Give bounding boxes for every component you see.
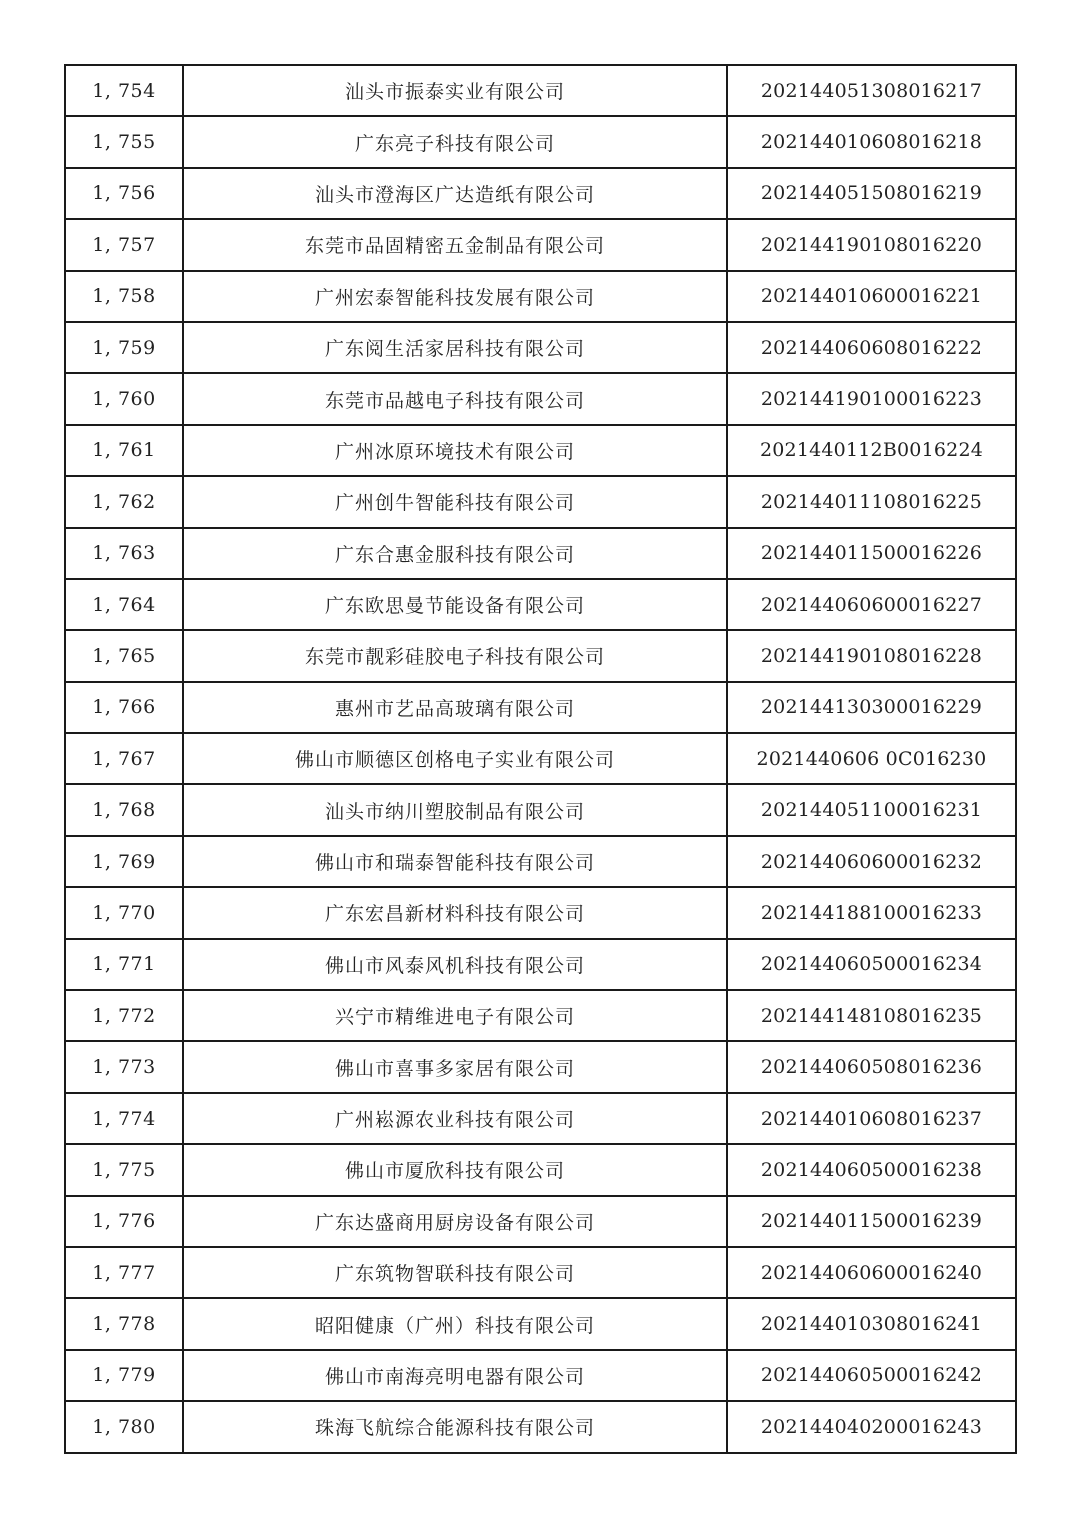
row-number: 1, 763: [65, 528, 183, 579]
row-number: 1, 780: [65, 1401, 183, 1452]
table-row: [65, 373, 1016, 424]
company-list-table: [64, 64, 1017, 1454]
company-name: 广州创牛智能科技有限公司: [183, 476, 727, 527]
company-name: 佛山市顺德区创格电子实业有限公司: [183, 733, 727, 784]
table-row: [65, 168, 1016, 219]
company-name: 东莞市靓彩硅胶电子科技有限公司: [183, 630, 727, 681]
registration-code: 202144051508016219: [727, 168, 1016, 219]
registration-code: 202144011108016225: [727, 476, 1016, 527]
table-row: [65, 1196, 1016, 1247]
table-row: [65, 425, 1016, 476]
company-name: 广东达盛商用厨房设备有限公司: [183, 1196, 727, 1247]
company-name: 佛山市厦欣科技有限公司: [183, 1144, 727, 1195]
row-number: 1, 754: [65, 65, 183, 116]
company-name: 广东宏昌新材料科技有限公司: [183, 887, 727, 938]
row-number: 1, 777: [65, 1247, 183, 1298]
table-row: [65, 65, 1016, 116]
row-number: 1, 761: [65, 425, 183, 476]
company-name: 珠海飞航综合能源科技有限公司: [183, 1401, 727, 1452]
table-row: [65, 116, 1016, 167]
table-row: [65, 784, 1016, 835]
row-number: 1, 774: [65, 1093, 183, 1144]
row-number: 1, 767: [65, 733, 183, 784]
row-number: 1, 771: [65, 939, 183, 990]
row-number: 1, 770: [65, 887, 183, 938]
company-name: 汕头市澄海区广达造纸有限公司: [183, 168, 727, 219]
row-number: 1, 759: [65, 322, 183, 373]
row-number: 1, 769: [65, 836, 183, 887]
company-name: 广东筑物智联科技有限公司: [183, 1247, 727, 1298]
row-number: 1, 755: [65, 116, 183, 167]
table-row: [65, 1093, 1016, 1144]
registration-code: 202144010608016218: [727, 116, 1016, 167]
row-number: 1, 762: [65, 476, 183, 527]
table-row: [65, 1298, 1016, 1349]
company-name: 昭阳健康（广州）科技有限公司: [183, 1298, 727, 1349]
registration-code: 202144060600016232: [727, 836, 1016, 887]
row-number: 1, 757: [65, 219, 183, 270]
table-row: [65, 1401, 1016, 1452]
table-row: [65, 1350, 1016, 1401]
table-row: [65, 528, 1016, 579]
table-row: [65, 579, 1016, 630]
company-name: 汕头市振泰实业有限公司: [183, 65, 727, 116]
registration-code: 202144051100016231: [727, 784, 1016, 835]
table-row: [65, 1144, 1016, 1195]
registration-code: 202144060600016240: [727, 1247, 1016, 1298]
row-number: 1, 779: [65, 1350, 183, 1401]
registration-code: 202144060508016236: [727, 1041, 1016, 1092]
registration-code: 202144040200016243: [727, 1401, 1016, 1452]
company-name: 广东亮子科技有限公司: [183, 116, 727, 167]
registration-code: 202144010308016241: [727, 1298, 1016, 1349]
table-row: [65, 682, 1016, 733]
table-body: [65, 65, 1016, 1453]
registration-code: 202144130300016229: [727, 682, 1016, 733]
company-name: 广州宏泰智能科技发展有限公司: [183, 271, 727, 322]
company-name: 兴宁市精维进电子有限公司: [183, 990, 727, 1041]
row-number: 1, 775: [65, 1144, 183, 1195]
table-row: [65, 1041, 1016, 1092]
registration-code: 202144010608016237: [727, 1093, 1016, 1144]
registration-code: 202144060500016238: [727, 1144, 1016, 1195]
company-name: 广东欧思曼节能设备有限公司: [183, 579, 727, 630]
registration-code: 202144060500016242: [727, 1350, 1016, 1401]
row-number: 1, 776: [65, 1196, 183, 1247]
registration-code: 202144051308016217: [727, 65, 1016, 116]
registration-code: 202144010600016221: [727, 271, 1016, 322]
company-name: 广州崧源农业科技有限公司: [183, 1093, 727, 1144]
company-name: 广东合惠金服科技有限公司: [183, 528, 727, 579]
table-row: [65, 630, 1016, 681]
row-number: 1, 756: [65, 168, 183, 219]
table-row: [65, 990, 1016, 1041]
registration-code: 202144011500016226: [727, 528, 1016, 579]
registration-code: 202144060600016227: [727, 579, 1016, 630]
registration-code: 202144190108016220: [727, 219, 1016, 270]
registration-code: 202144190100016223: [727, 373, 1016, 424]
table-row: [65, 1247, 1016, 1298]
company-name: 佛山市南海亮明电器有限公司: [183, 1350, 727, 1401]
registration-code: 202144060608016222: [727, 322, 1016, 373]
row-number: 1, 764: [65, 579, 183, 630]
table-row: [65, 322, 1016, 373]
registration-code: 202144011500016239: [727, 1196, 1016, 1247]
company-name: 佛山市风泰风机科技有限公司: [183, 939, 727, 990]
table-row: [65, 939, 1016, 990]
company-name: 惠州市艺品高玻璃有限公司: [183, 682, 727, 733]
company-name: 广东阅生活家居科技有限公司: [183, 322, 727, 373]
company-name: 广州冰原环境技术有限公司: [183, 425, 727, 476]
table-row: [65, 476, 1016, 527]
table-row: [65, 219, 1016, 270]
row-number: 1, 758: [65, 271, 183, 322]
registration-code: 202144188100016233: [727, 887, 1016, 938]
table-row: [65, 836, 1016, 887]
registration-code: 2021440112B0016224: [727, 425, 1016, 476]
registration-code: 2021440606 0C016230: [727, 733, 1016, 784]
row-number: 1, 768: [65, 784, 183, 835]
company-name: 东莞市品越电子科技有限公司: [183, 373, 727, 424]
row-number: 1, 766: [65, 682, 183, 733]
table-row: [65, 887, 1016, 938]
row-number: 1, 760: [65, 373, 183, 424]
company-name: 佛山市和瑞泰智能科技有限公司: [183, 836, 727, 887]
company-name: 汕头市纳川塑胶制品有限公司: [183, 784, 727, 835]
row-number: 1, 778: [65, 1298, 183, 1349]
table-row: [65, 271, 1016, 322]
registration-code: 202144148108016235: [727, 990, 1016, 1041]
company-name: 佛山市喜事多家居有限公司: [183, 1041, 727, 1092]
row-number: 1, 773: [65, 1041, 183, 1092]
row-number: 1, 772: [65, 990, 183, 1041]
row-number: 1, 765: [65, 630, 183, 681]
table-row: [65, 733, 1016, 784]
registration-code: 202144060500016234: [727, 939, 1016, 990]
company-name: 东莞市品固精密五金制品有限公司: [183, 219, 727, 270]
registration-code: 202144190108016228: [727, 630, 1016, 681]
